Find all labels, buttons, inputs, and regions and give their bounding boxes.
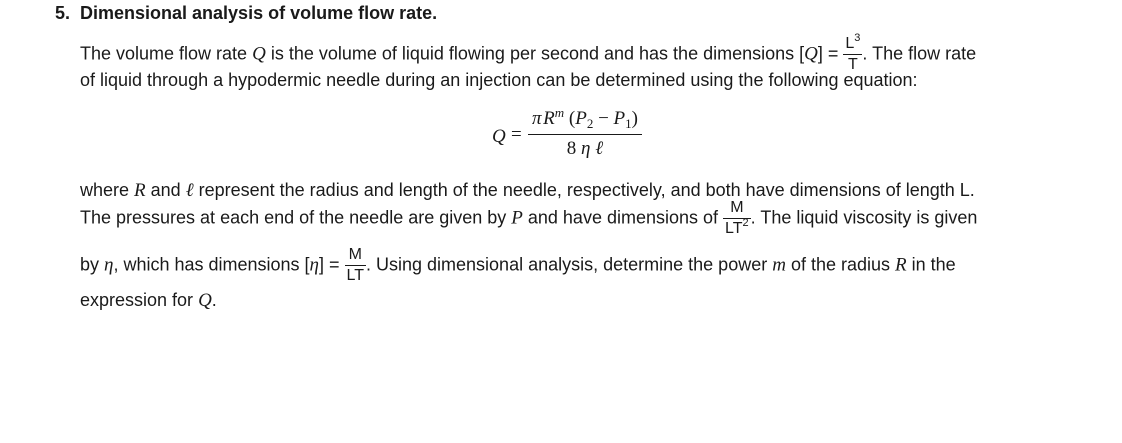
problem-number: 5.	[55, 3, 71, 23]
frac-denominator	[723, 219, 751, 237]
symbol-r: R	[895, 254, 907, 276]
text: L	[845, 35, 855, 52]
symbol-q: Q	[198, 290, 212, 311]
dimension-fraction-pressure	[723, 200, 751, 237]
exponent: 2	[742, 217, 749, 229]
para2-line1	[80, 180, 975, 202]
para1-line1	[80, 32, 977, 73]
para2-line2	[80, 200, 977, 237]
symbol-m: m	[772, 254, 786, 276]
symbol-q: Q	[804, 43, 818, 65]
text: and have dimensions of	[522, 207, 719, 228]
pi-symbol: π	[532, 108, 542, 129]
text: .	[211, 290, 217, 310]
text: ] =	[318, 254, 340, 275]
text: . The flow rate	[862, 43, 977, 64]
symbol-q: Q	[252, 43, 266, 65]
number: 8	[566, 138, 577, 159]
para1-line2: of liquid through a hypodermic needle during an injection can be determined using the following equation:	[80, 70, 918, 90]
text: expression for	[80, 290, 199, 310]
eta-symbol: η	[104, 254, 114, 276]
frac-denominator: T	[848, 56, 858, 73]
text: ] =	[817, 43, 839, 64]
subscript: 1	[625, 116, 632, 131]
dimension-fraction-q	[843, 32, 862, 73]
text: by	[80, 254, 105, 275]
text: The pressures at each end of the needle are given by	[80, 207, 512, 228]
frac-numerator: M	[723, 200, 751, 219]
para3-line1	[80, 247, 956, 284]
eta-symbol: η	[309, 254, 319, 276]
symbol-p: P	[511, 207, 523, 229]
text: in the	[906, 254, 956, 275]
text: where	[80, 180, 135, 200]
subscript: 2	[586, 116, 594, 131]
eta-symbol: η	[581, 138, 591, 159]
text: , which has dimensions [	[113, 254, 310, 275]
paren: )	[631, 108, 638, 129]
symbol-p: P	[613, 108, 626, 129]
text: . Using dimensional analysis, determine the power	[366, 254, 773, 275]
text: . The liquid viscosity is given	[750, 207, 978, 228]
equals-sign: =	[511, 124, 522, 145]
ell-symbol: ℓ	[595, 138, 604, 159]
symbol-r: R	[543, 108, 555, 129]
minus-sign: −	[598, 108, 609, 129]
symbol-p: P	[575, 108, 587, 129]
text: is the volume of liquid flowing per second and has the dimensions [	[265, 43, 805, 64]
ell-symbol: ℓ	[185, 180, 194, 201]
para3-line2	[80, 290, 217, 312]
problem-title: Dimensional analysis of volume flow rate.	[80, 3, 438, 23]
symbol-r: R	[134, 180, 146, 201]
equation-fraction	[528, 105, 642, 160]
exponent-m: m	[554, 105, 565, 120]
text: represent the radius and length of the needle, respectively, and both have dimensions of length L.	[193, 180, 975, 200]
dimension-fraction-viscosity	[345, 247, 366, 284]
equation-numerator	[528, 105, 642, 135]
frac-numerator	[843, 32, 862, 55]
exponent: 3	[854, 32, 861, 44]
text: LT	[725, 220, 743, 237]
text: of the radius	[785, 254, 896, 275]
frac-numerator: M	[345, 247, 366, 266]
text: and	[145, 180, 186, 200]
equation-lhs: Q	[492, 126, 506, 147]
text: The volume flow rate	[80, 43, 253, 64]
frac-denominator: LT	[346, 267, 364, 284]
paren: (	[568, 108, 576, 129]
equation-denominator	[528, 135, 642, 160]
